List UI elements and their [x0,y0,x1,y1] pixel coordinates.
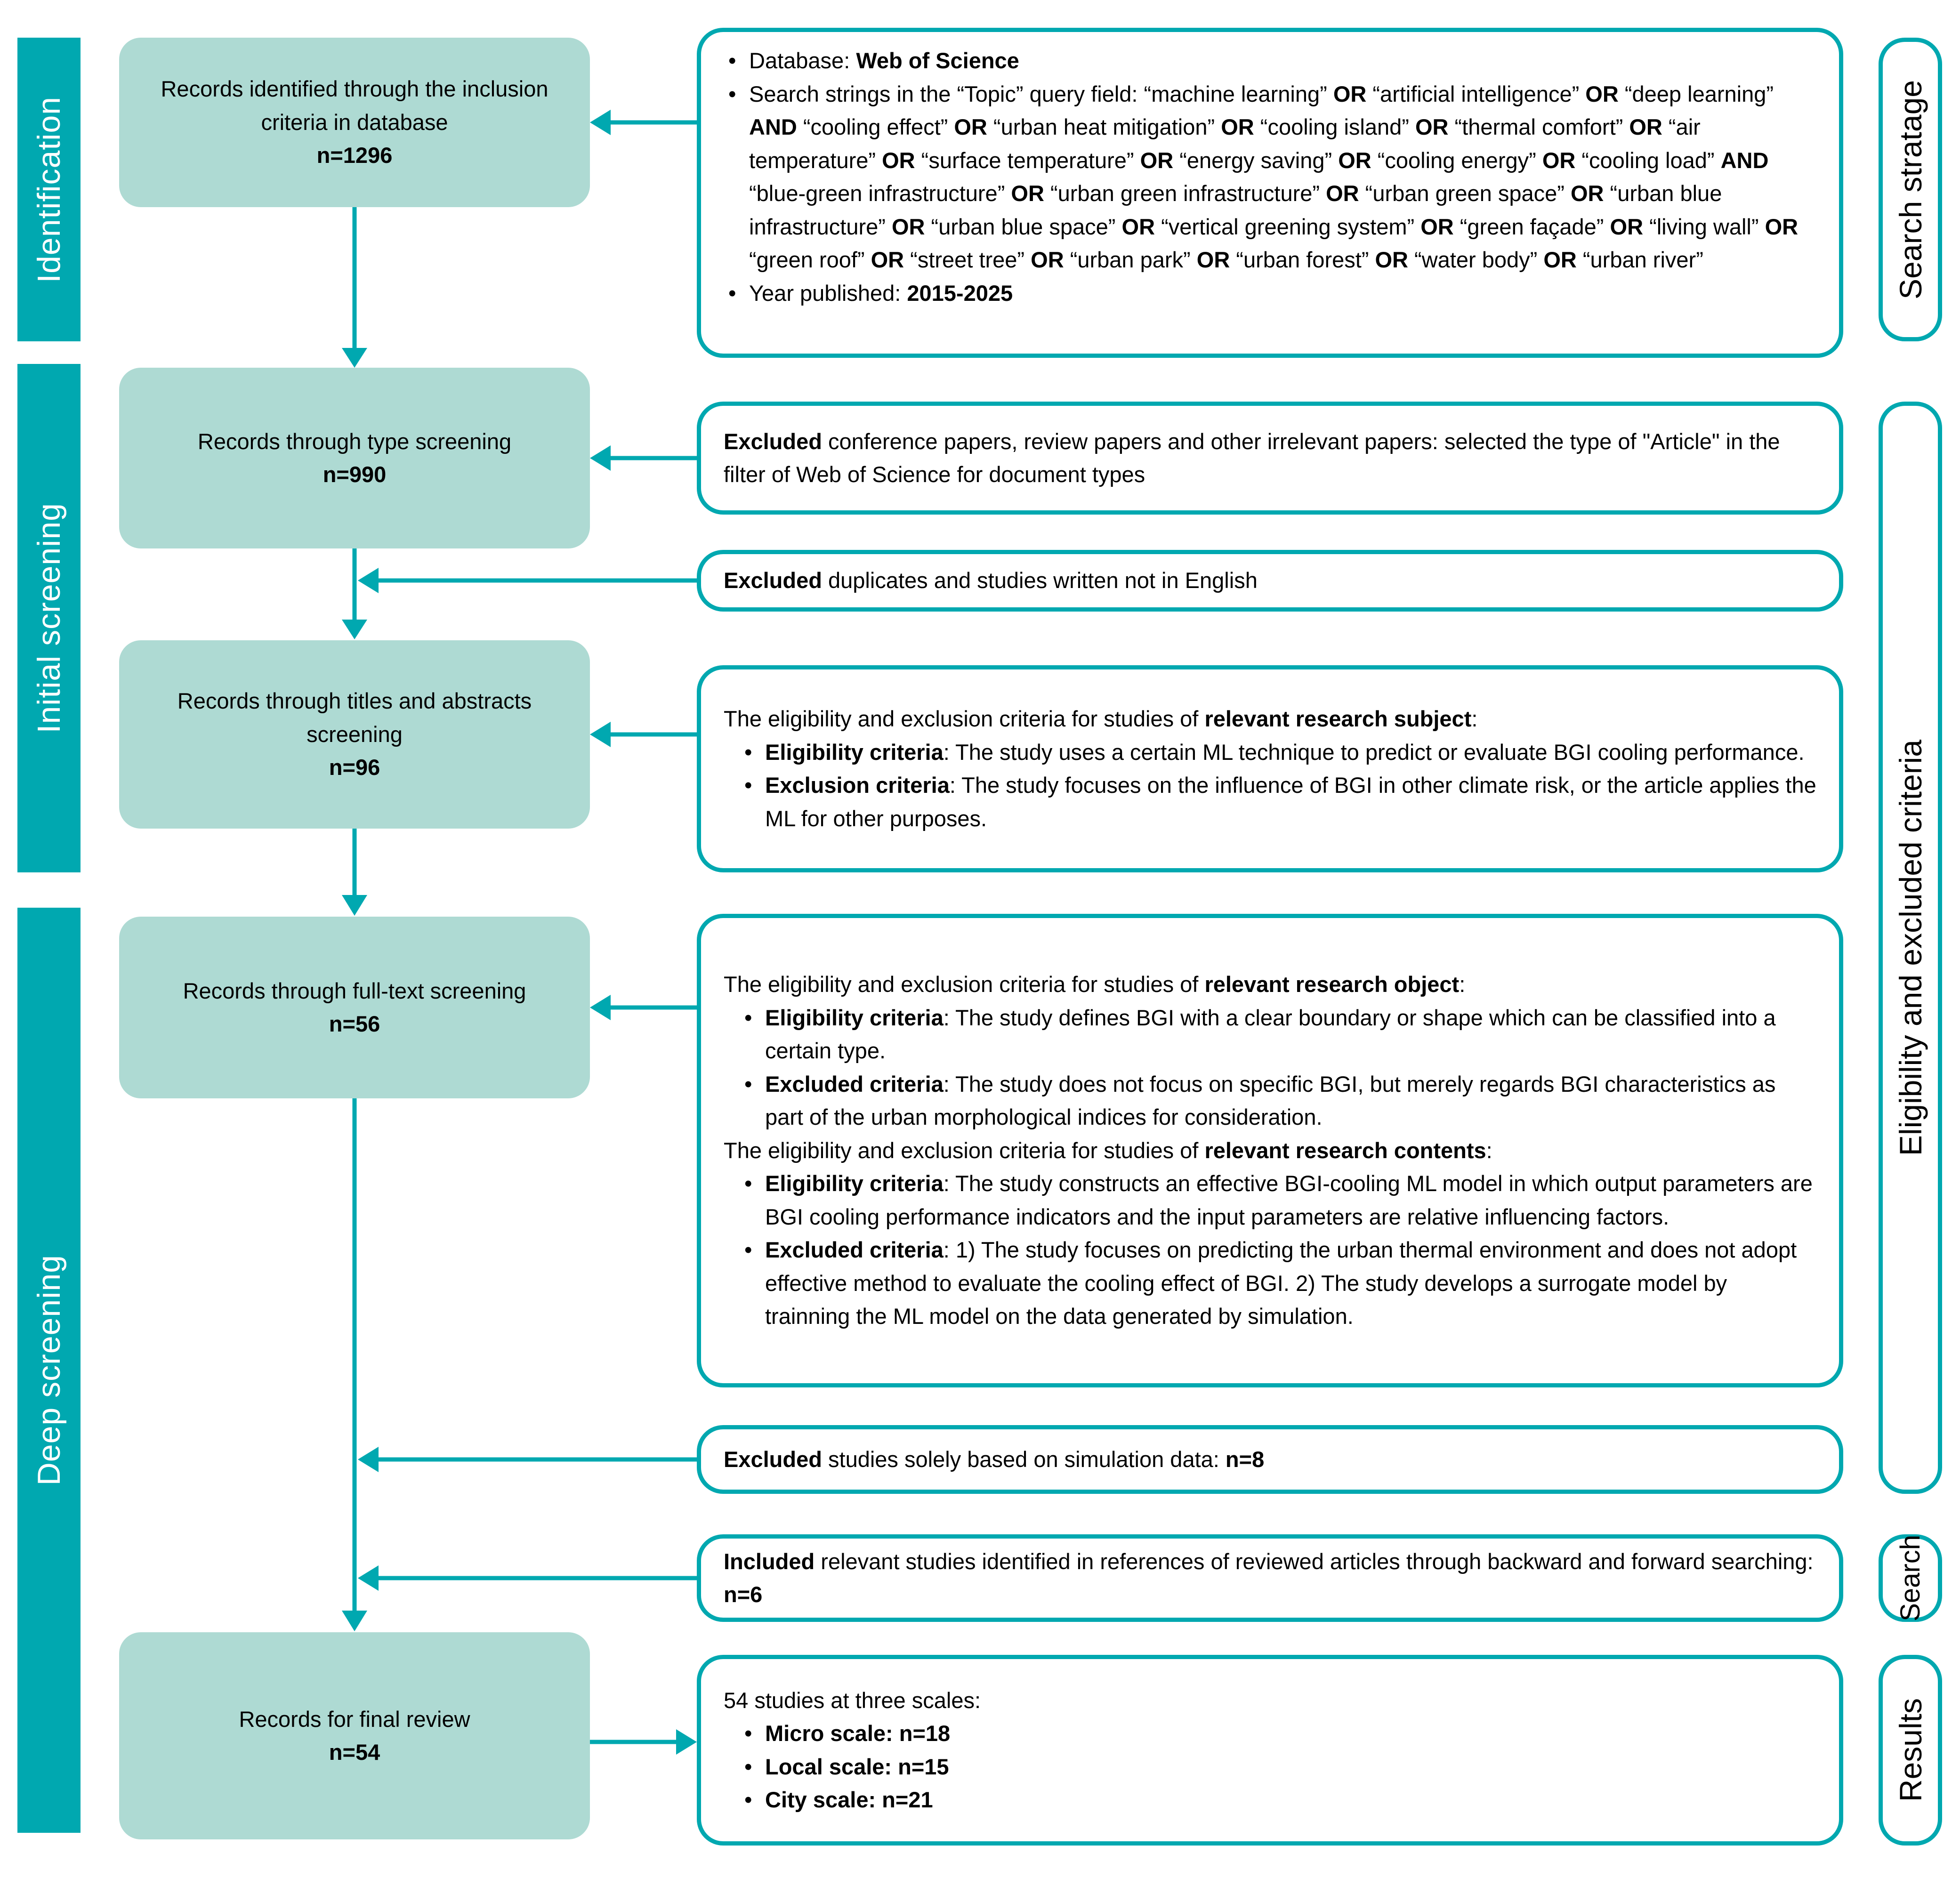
stage-label-deep-screening: Deep screening [31,1255,67,1486]
arrow-excluded-duplicates-to-flow [358,568,698,593]
capsule-search [1879,1534,1942,1622]
object-criteria-intro: The eligibility and exclusion criteria for studies of relevant research object: [724,972,1466,997]
arrow-excluded-type-to-type-screening [590,445,698,471]
search-strategy-years: • Year published: 2015-2025 [724,277,1816,310]
flow-node-count: n=1296 [316,143,393,168]
flow-node-text: Records identified through the inclusion criteria in database [161,76,548,135]
info-box-final-scales [697,1655,1843,1846]
capsule-search-strategy [1879,38,1942,341]
contents-criteria-intro: The eligibility and exclusion criteria for studies of relevant research contents: [724,1137,1492,1163]
object-excluded-criteria: • Excluded criteria: The study does not focus on specific BGI, but merely regards BGI characteristics as part of the urban morphological indices for consideration. [740,1068,1816,1134]
final-scales-intro: 54 studies at three scales: [724,1687,981,1713]
arrow-included-snowball-to-flow [358,1565,698,1591]
subject-exclusion-criteria: • Exclusion criteria: The study focuses on the influence of BGI in other climate risk, or the article applies the ML for other purposes. [740,769,1816,835]
flow-node-fulltext-screening [119,917,590,1098]
flow-node-count: n=990 [323,462,387,487]
flow-node-records-identified [119,38,590,207]
capsule-results [1879,1655,1942,1846]
flow-node-count: n=56 [329,1011,380,1036]
flow-node-text: Records through type screening [197,428,512,454]
arrow-fulltext-to-final-review [342,1098,367,1631]
stage-label-initial-screening: Initial screening [31,503,67,733]
flow-node-text: Records for final review [239,1706,470,1732]
flow-node-text: Records through full-text screening [183,978,526,1003]
info-box-excluded-type [697,402,1843,515]
arrow-titles-to-fulltext-screening [342,829,367,916]
arrow-identified-to-type-screening [342,207,367,368]
stage-bar-identification [17,38,81,341]
excluded-duplicates-text: Excluded duplicates and studies written not in English [724,568,1258,593]
flow-node-count: n=54 [329,1740,380,1765]
excluded-type-text: Excluded conference papers, review papers and other irrelevant papers: selected the type of "Article" in the filter of Web of Science for document types [724,428,1780,487]
arrow-subject-criteria-to-titles-screening [590,722,698,747]
info-box-excluded-duplicates [697,550,1843,612]
capsule-label-search-strategy: Search stratage [1893,80,1928,299]
subject-eligibility-criteria: • Eligibility criteria: The study uses a certain ML technique to predict or evaluate BGI cooling performance. [740,736,1816,769]
search-strategy-strings: • Search strings in the “Topic” query field: “machine learning” OR “artificial intelligence” OR “deep learning” AND “cooling effect” OR “urban heat mitigation” OR “cooling island” OR “thermal comfort” OR “air temperature” OR “surface temperature” OR “energy saving” OR “cooling energy” OR “cooling load” AND “blue-green infrastructure” OR “urban green infrastructure” OR “urban green space” OR “urban blue infrastructure” OR “urban blue space” OR “vertical greening system” OR “green façade” OR “living wall” OR “green roof” OR “street tree” OR “urban park” OR “urban forest” OR “water body” OR “urban river” [724,78,1816,277]
object-eligibility-criteria: • Eligibility criteria: The study defines BGI with a clear boundary or shape which can be classified into a certain type. [740,1001,1816,1068]
arrow-type-to-titles-screening [342,548,367,639]
contents-eligibility-criteria: • Eligibility criteria: The study constructs an effective BGI-cooling ML model in which output parameters are BGI cooling performance indicators and the input parameters are relative influencing factors. [740,1167,1816,1233]
capsule-label-search: Search [1895,1535,1926,1621]
included-snowball-text: Included relevant studies identified in references of reviewed articles through backward and forward searching: n=6 [724,1548,1814,1607]
stage-bar-deep-screening [17,908,81,1833]
contents-excluded-criteria: • Excluded criteria: 1) The study focuses on predicting the urban thermal environment and does not adopt effective method to evaluate the cooling effect of BGI. 2) The study develops a surrogate model by trainning the ML model on the data generated by simulation. [740,1233,1816,1333]
flow-node-titles-abstracts-screening [119,640,590,829]
capsule-eligibility-criteria [1879,402,1942,1494]
arrow-final-review-to-results [590,1729,697,1755]
flow-node-type-screening [119,368,590,548]
capsule-label-eligibility-criteria: Eligibility and excluded criteria [1893,739,1928,1156]
excluded-simulation-text: Excluded studies solely based on simulation data: n=8 [724,1446,1265,1472]
arrow-excluded-simulation-to-flow [358,1447,698,1472]
capsule-label-results: Results [1893,1698,1928,1802]
stage-label-identification: Identification [31,96,67,283]
arrow-search-strategy-to-identified [590,110,698,135]
subject-criteria-intro: The eligibility and exclusion criteria for studies of relevant research subject: [724,706,1478,731]
arrow-object-criteria-to-fulltext-screening [590,995,698,1020]
stage-bar-initial-screening [17,364,81,872]
info-box-subject-criteria [697,665,1843,872]
flow-node-final-review [119,1632,590,1839]
final-scale-city: • City scale: n=21 [740,1783,1816,1817]
final-scale-micro: • Micro scale: n=18 [740,1717,1816,1750]
flow-node-text: Records through titles and abstracts screening [177,688,532,747]
info-box-object-criteria [697,914,1843,1387]
search-strategy-database: • Database: Web of Science [724,44,1816,78]
info-box-excluded-simulation [697,1425,1843,1494]
info-box-included-snowball [697,1534,1843,1622]
final-scale-local: • Local scale: n=15 [740,1750,1816,1784]
flow-node-count: n=96 [329,755,380,780]
info-box-search-strategy [697,28,1843,358]
